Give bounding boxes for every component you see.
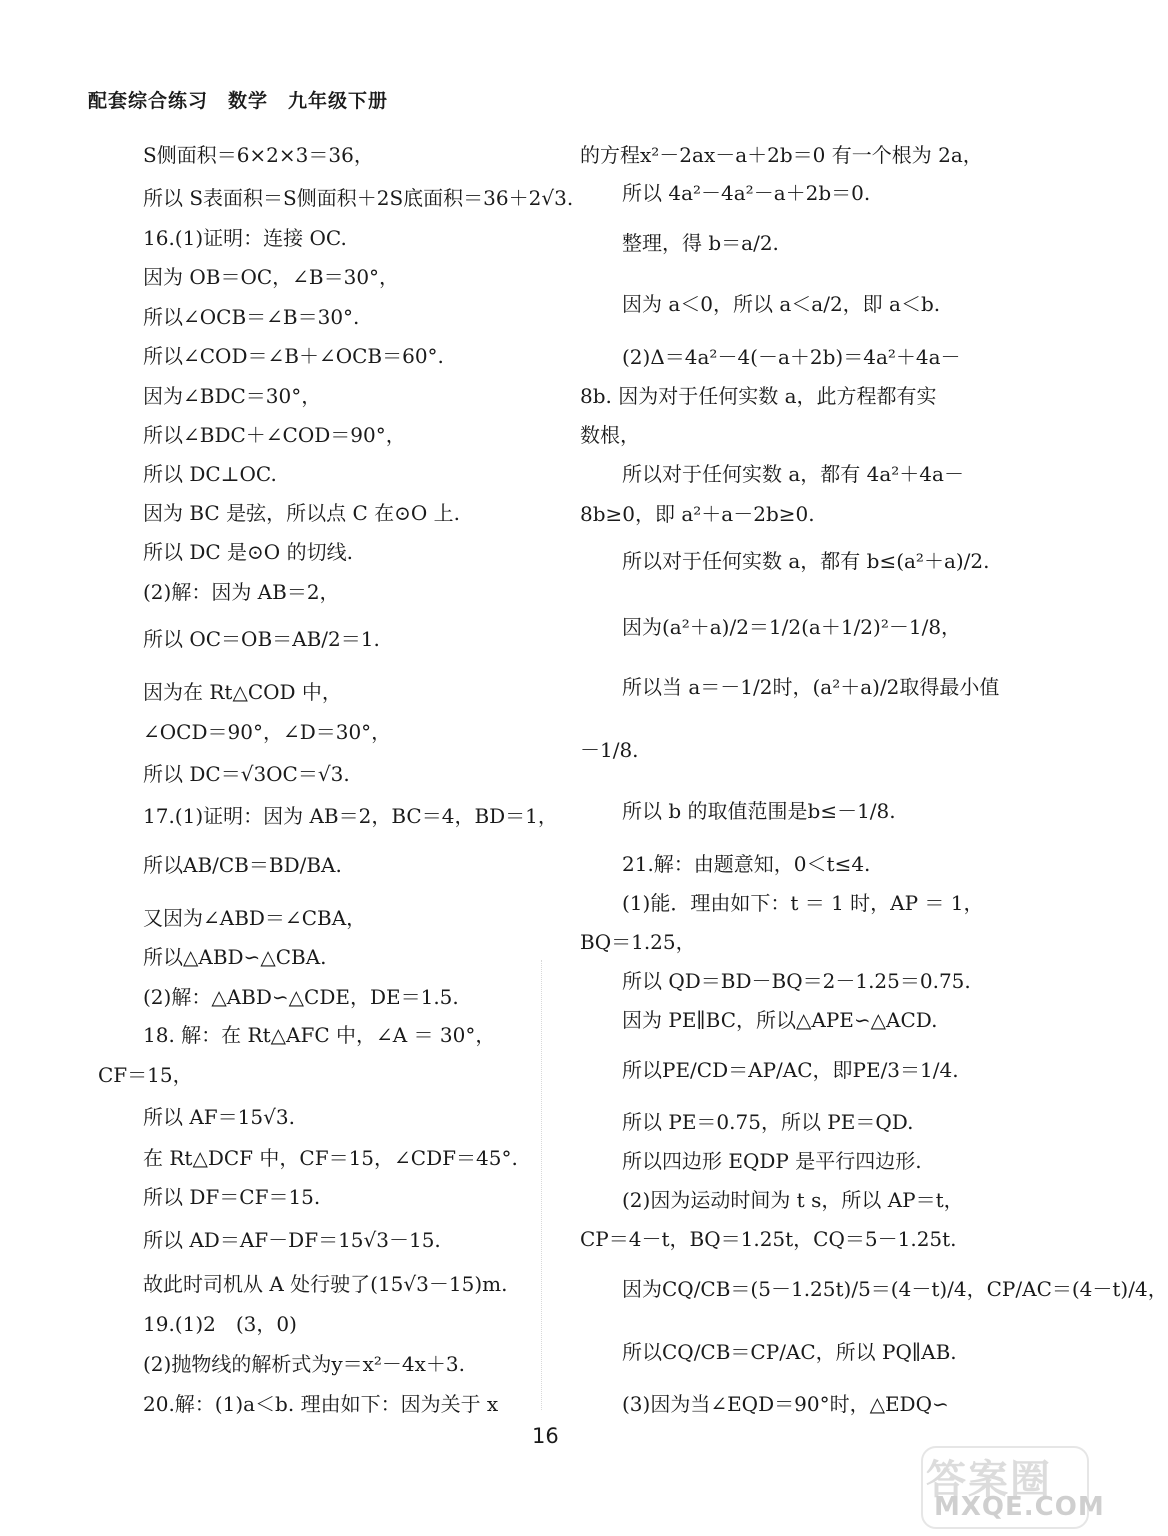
- text-line: 所以CQ/CB＝CP/AC，所以 PQ∥AB.: [622, 1340, 957, 1364]
- text-line: 所以 PE＝0.75，所以 PE＝QD.: [622, 1110, 914, 1134]
- text-line: 所以 DC 是⊙O 的切线.: [143, 540, 353, 564]
- text-line: 所以 AD＝AF－DF＝15√3－15.: [143, 1228, 441, 1252]
- text-line: 在 Rt△DCF 中，CF＝15，∠CDF＝45°.: [143, 1146, 518, 1170]
- text-line: 16.(1)证明：连接 OC.: [143, 226, 347, 250]
- text-line: 所以 DC⊥OC.: [143, 462, 277, 486]
- text-line: (2)解：△ABD∽△CDE，DE＝1.5.: [143, 985, 459, 1009]
- text-line: 所以∠BDC＋∠COD＝90°，: [143, 423, 406, 447]
- text-line: 所以 4a²－4a²－a＋2b＝0.: [622, 181, 871, 205]
- text-line: 所以 S表面积＝S侧面积＋2S底面积＝36＋2√3.: [143, 186, 574, 210]
- text-line: 因为CQ/CB＝(5－1.25t)/5＝(4－t)/4，CP/AC＝(4－t)/4，: [622, 1277, 1168, 1301]
- text-line: 的方程x²－2ax－a＋2b＝0 有一个根为 2a，: [580, 143, 983, 167]
- text-line: S侧面积＝6×2×3＝36，: [143, 143, 374, 167]
- text-line: 所以PE/CD＝AP/AC，即PE/3＝1/4.: [622, 1058, 959, 1082]
- text-line: 20.解：(1)a＜b. 理由如下：因为关于 x: [143, 1392, 499, 1416]
- text-line: 因为 BC 是弦，所以点 C 在⊙O 上.: [143, 501, 460, 525]
- text-line: 所以 DC＝√3OC＝√3.: [143, 762, 350, 786]
- text-line: 18. 解：在 Rt△AFC 中，∠A ＝ 30°，: [143, 1023, 496, 1047]
- text-line: 所以 QD＝BD－BQ＝2－1.25＝0.75.: [622, 969, 971, 993]
- text-line: －1/8.: [580, 738, 639, 762]
- text-line: 21.解：由题意知，0＜t≤4.: [622, 852, 871, 876]
- watermark-text: MXQE.COM: [934, 1492, 1105, 1522]
- text-line: 8b. 因为对于任何实数 a，此方程都有实: [580, 384, 937, 408]
- text-line: (2)因为运动时间为 t s，所以 AP＝t，: [622, 1188, 964, 1212]
- text-line: 因为∠BDC＝30°，: [143, 384, 322, 408]
- text-line: 8b≥0，即 a²＋a－2b≥0.: [580, 502, 815, 526]
- text-line: 所以对于任何实数 a，都有 b≤(a²＋a)/2.: [622, 549, 990, 573]
- text-line: (3)因为当∠EQD＝90°时，△EDQ∽: [622, 1392, 949, 1416]
- text-line: 所以四边形 EQDP 是平行四边形.: [622, 1149, 922, 1173]
- text-line: 所以 OC＝OB＝AB/2＝1.: [143, 627, 380, 651]
- text-line: BQ＝1.25，: [580, 930, 696, 954]
- text-line: ∠OCD＝90°，∠D＝30°，: [143, 720, 392, 744]
- text-line: 所以∠OCB＝∠B＝30°.: [143, 305, 360, 329]
- text-line: 因为 PE∥BC，所以△APE∽△ACD.: [622, 1008, 938, 1032]
- text-line: 所以 b 的取值范围是b≤－1/8.: [622, 799, 896, 823]
- column-divider: [541, 960, 542, 1410]
- text-line: 数根，: [580, 423, 640, 447]
- text-line: 整理，得 b＝a/2.: [622, 231, 779, 255]
- text-line: 又因为∠ABD＝∠CBA，: [143, 906, 367, 930]
- page-header: 配套综合练习 数学 九年级下册: [88, 90, 389, 112]
- text-line: 因为在 Rt△COD 中，: [143, 680, 342, 704]
- text-line: 所以△ABD∽△CBA.: [143, 945, 327, 969]
- text-line: 所以AB/CB＝BD/BA.: [143, 853, 342, 877]
- text-line: 所以 DF＝CF＝15.: [143, 1185, 321, 1209]
- text-line: (1)能．理由如下：t ＝ 1 时，AP ＝ 1，: [622, 891, 984, 915]
- text-line: 所以对于任何实数 a，都有 4a²＋4a－: [622, 462, 964, 486]
- text-line: (2)解：因为 AB＝2，: [143, 580, 340, 604]
- text-line: 17.(1)证明：因为 AB＝2，BC＝4，BD＝1，: [143, 804, 558, 828]
- watermark-cn: 答案圈: [926, 1457, 1052, 1503]
- page-number: 16: [532, 1424, 559, 1448]
- text-line: (2)Δ＝4a²－4(－a＋2b)＝4a²＋4a－: [622, 345, 961, 369]
- text-line: 因为 OB＝OC，∠B＝30°，: [143, 265, 400, 289]
- text-line: 所以∠COD＝∠B＋∠OCB＝60°.: [143, 344, 444, 368]
- text-line: 故此时司机从 A 处行驶了(15√3－15)m.: [143, 1272, 508, 1296]
- text-line: 因为 a＜0，所以 a＜a/2，即 a＜b.: [622, 292, 941, 316]
- text-line: 因为(a²＋a)/2＝1/2(a＋1/2)²－1/8，: [622, 615, 962, 639]
- text-line: 所以 AF＝15√3.: [143, 1105, 295, 1129]
- text-line: (2)抛物线的解析式为y＝x²－4x＋3.: [143, 1352, 466, 1376]
- text-line: CP＝4－t，BQ＝1.25t，CQ＝5－1.25t.: [580, 1227, 957, 1251]
- text-line: 19.(1)2 (3，0): [143, 1312, 297, 1336]
- text-line: CF＝15，: [98, 1063, 193, 1087]
- text-line: 所以当 a＝－1/2时，(a²＋a)/2取得最小值: [622, 675, 1000, 699]
